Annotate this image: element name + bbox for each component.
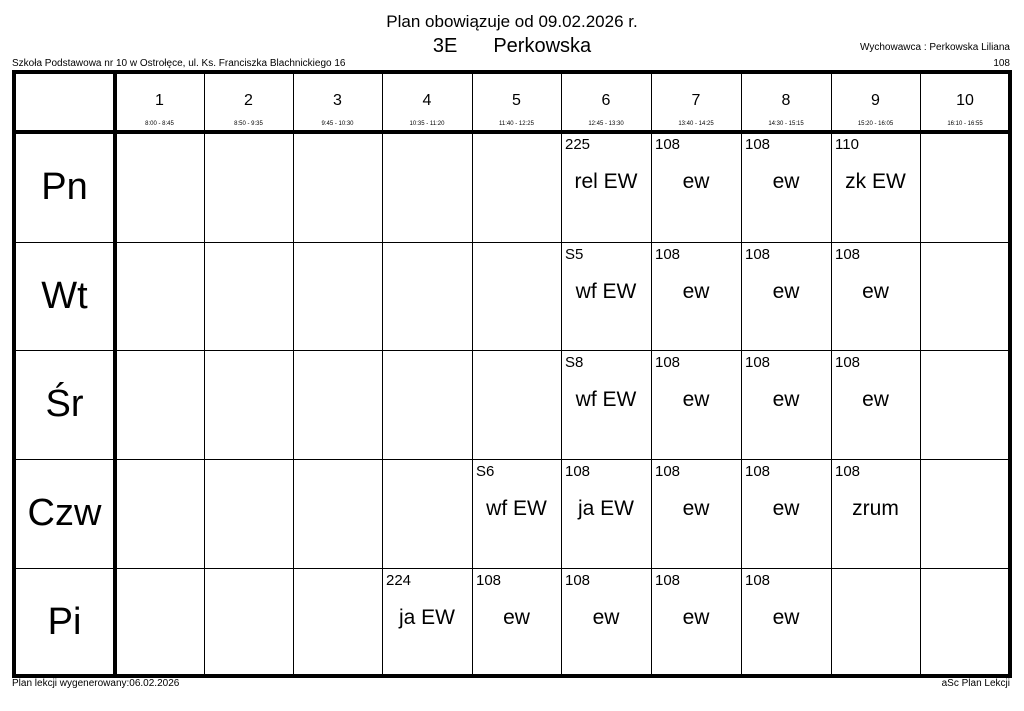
period-time: 10:35 - 11:20: [409, 121, 445, 127]
grid-line: [831, 72, 832, 676]
period-time: 11:40 - 12:25: [499, 121, 534, 127]
lesson-cell: [561, 568, 651, 676]
grid-line: [1008, 70, 1012, 678]
lesson-room: 108: [745, 246, 771, 263]
lesson-cell: [651, 242, 741, 350]
class-name: Perkowska: [493, 35, 592, 57]
period-header: [741, 72, 831, 132]
grid-line: [14, 130, 1010, 134]
lesson-subject: ew: [682, 280, 710, 303]
period-time: 8:50 - 9:35: [234, 121, 263, 127]
lesson-subject: wf EW: [486, 497, 547, 520]
grid-line: [741, 72, 742, 676]
day-name: Pn: [41, 165, 88, 208]
period-number: 3: [333, 92, 342, 109]
grid-line: [12, 70, 16, 678]
period-time: 12:45 - 13:30: [588, 121, 624, 127]
lesson-subject: ew: [772, 497, 800, 520]
period-header: [204, 72, 293, 132]
period-number: 4: [422, 92, 432, 109]
lesson-room: 108: [745, 136, 771, 153]
lesson-room: S8: [565, 354, 584, 371]
lesson-cell: [651, 568, 741, 676]
lesson-room: 108: [745, 572, 771, 589]
lesson-room: 108: [655, 463, 681, 480]
period-header: [920, 72, 1010, 132]
grid-line: [382, 72, 383, 676]
lesson-cell: [472, 459, 561, 568]
lesson-subject: ew: [772, 388, 800, 411]
lesson-cell: [831, 242, 920, 350]
lesson-subject: ja EW: [398, 606, 455, 629]
day-name: Śr: [45, 383, 84, 425]
lesson-subject: ew: [592, 606, 620, 629]
grid-line: [561, 72, 562, 676]
period-number: 1: [155, 92, 164, 109]
day-label-cell: [14, 132, 115, 242]
lesson-cell: [831, 132, 920, 242]
lesson-subject: ew: [772, 280, 800, 303]
lesson-room: 108: [745, 463, 771, 480]
period-number: 6: [601, 92, 611, 109]
day-name: Czw: [27, 492, 102, 534]
grid-line: [14, 350, 1010, 351]
day-label-cell: [14, 459, 115, 568]
day-label-cell: [14, 242, 115, 350]
lesson-cell: [741, 350, 831, 459]
home-room: 108: [993, 58, 1010, 69]
period-header: [561, 72, 651, 132]
lesson-subject: ew: [862, 280, 889, 303]
lesson-subject: ew: [682, 497, 710, 520]
lesson-room: 108: [655, 246, 681, 263]
period-header: [293, 72, 382, 132]
lesson-subject: ew: [682, 170, 710, 193]
lesson-subject: ew: [682, 606, 710, 629]
lesson-subject: wf EW: [575, 280, 637, 303]
period-number: 8: [781, 92, 791, 109]
lesson-subject: ew: [772, 170, 800, 193]
lesson-room: 108: [655, 572, 681, 589]
tutor-label: Wychowawca : Perkowska Liliana: [860, 42, 1010, 53]
period-number: 7: [691, 92, 701, 109]
lesson-cell: [741, 568, 831, 676]
day-label-cell: [14, 568, 115, 676]
lesson-subject: ew: [772, 606, 800, 629]
period-time: 13:40 - 14:25: [678, 121, 714, 127]
grid-line: [293, 72, 294, 676]
period-time: 9:45 - 10:30: [321, 121, 354, 127]
day-name: Pi: [47, 600, 82, 643]
lesson-subject: zrum: [852, 497, 899, 520]
lesson-subject: rel EW: [574, 170, 638, 193]
lesson-room: S5: [565, 246, 584, 263]
period-header: [651, 72, 741, 132]
lesson-room: 108: [476, 572, 502, 589]
lesson-cell: [651, 459, 741, 568]
period-time: 8:00 - 8:45: [145, 121, 174, 127]
lesson-room: 110: [835, 136, 859, 153]
lesson-cell: [561, 242, 651, 350]
lesson-cell: [831, 350, 920, 459]
period-time: 15:20 - 16:05: [857, 121, 894, 127]
lesson-cell: [561, 132, 651, 242]
period-header: [115, 72, 204, 132]
grid-line: [14, 568, 1010, 569]
grid-line: [651, 72, 652, 676]
lesson-subject: ew: [862, 388, 889, 411]
lesson-cell: [741, 132, 831, 242]
generated-date: Plan lekcji wygenerowany:06.02.2026: [12, 678, 180, 689]
timetable-title: Plan obowiązuje od 09.02.2026 r.: [386, 12, 638, 31]
lesson-subject: wf EW: [575, 388, 637, 411]
lesson-subject: zk EW: [845, 170, 906, 193]
lesson-room: 108: [835, 354, 861, 371]
grid-line: [14, 242, 1010, 243]
period-time: 16:10 - 16:55: [947, 121, 983, 127]
lesson-cell: [651, 350, 741, 459]
lesson-subject: ew: [503, 606, 530, 629]
lesson-room: 108: [835, 463, 861, 480]
grid-line: [920, 72, 921, 676]
period-number: 10: [956, 92, 974, 109]
period-number: 5: [512, 92, 521, 109]
day-label-cell: [14, 350, 115, 459]
lesson-cell: [561, 459, 651, 568]
lesson-room: 224: [386, 572, 412, 589]
lesson-room: 108: [655, 136, 681, 153]
lesson-room: S6: [476, 463, 495, 480]
lesson-cell: [561, 350, 651, 459]
period-header: [382, 72, 472, 132]
lesson-subject: ew: [682, 388, 710, 411]
lesson-room: 108: [835, 246, 861, 263]
period-header: [472, 72, 561, 132]
lesson-room: 108: [565, 463, 591, 480]
grid-line: [12, 70, 1012, 74]
period-number: 2: [244, 92, 253, 109]
school-name: Szkoła Podstawowa nr 10 w Ostrołęce, ul. Ks. Franciszka Blachnickiego 16: [12, 58, 346, 69]
lesson-room: 108: [745, 354, 771, 371]
lesson-cell: [831, 459, 920, 568]
lesson-room: 225: [565, 136, 591, 153]
grid-line: [113, 72, 117, 676]
lesson-cell: [472, 568, 561, 676]
grid-line: [14, 459, 1010, 460]
software-credit: aSc Plan Lekcji: [941, 678, 1010, 689]
grid-line: [204, 72, 205, 676]
lesson-cell: [382, 568, 472, 676]
lesson-cell: [741, 242, 831, 350]
grid-line: [472, 72, 473, 676]
lesson-cell: [741, 459, 831, 568]
period-number: 9: [871, 92, 880, 109]
class-code: 3E: [432, 35, 458, 57]
lesson-cell: [651, 132, 741, 242]
lesson-room: 108: [565, 572, 591, 589]
lesson-subject: ja EW: [577, 497, 634, 520]
lesson-room: 108: [655, 354, 681, 371]
period-time: 14:30 - 15:15: [768, 121, 804, 127]
day-name: Wt: [41, 274, 88, 317]
period-header: [831, 72, 920, 132]
